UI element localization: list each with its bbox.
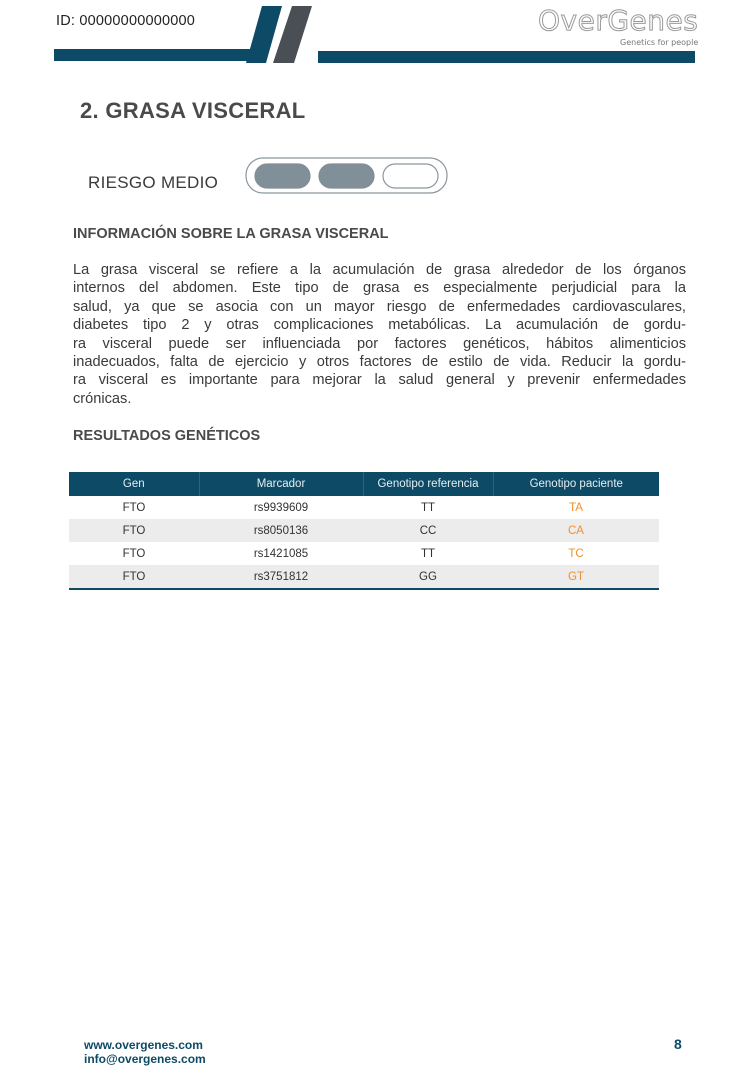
cell-patient: GT (493, 565, 659, 589)
cell-reference: CC (363, 519, 493, 542)
cell-marker: rs8050136 (199, 519, 363, 542)
cell-gen: FTO (122, 501, 146, 514)
risk-pill-empty (383, 164, 438, 188)
logo-tagline: Genetics for people (620, 38, 699, 47)
paragraph-line: internos del abdomen. Este tipo de grasa es especialmente perjudicial para la (73, 280, 686, 297)
cell-reference: TT (420, 547, 436, 560)
paragraph-line: diabetes tipo 2 y otras complicaciones metabólicas. La acumulación de gordu- (73, 317, 686, 334)
paragraph-line: La grasa visceral se refiere a la acumulación de grasa alrededor de los órganos (73, 262, 686, 278)
risk-pill-filled (255, 164, 310, 188)
header-bar-left (54, 49, 259, 61)
footer-website-link[interactable]: www.overgenes.com (84, 1038, 203, 1052)
cell-reference: GG (363, 565, 493, 589)
cell-marker: rs9939609 (253, 501, 309, 514)
footer-email-link[interactable]: info@overgenes.com (84, 1052, 206, 1066)
column-header-marcador: Marcador (199, 472, 363, 496)
column-header-paciente: Genotipo paciente (493, 472, 659, 496)
page-number: 8 (674, 1036, 682, 1052)
document-id: ID: 00000000000000 (56, 13, 196, 29)
cell-patient: TA (569, 501, 583, 514)
section-title: 2. GRASA VISCERAL (80, 98, 306, 123)
cell-marker: rs3751812 (199, 565, 363, 589)
table-row (69, 519, 659, 542)
table-row (69, 565, 659, 589)
paragraph-line: ra visceral puede ser influenciada por factores genéticos, hábitos alimenticios (73, 335, 686, 352)
risk-pill-filled (319, 164, 374, 188)
genetic-results-table (69, 472, 659, 590)
cell-patient: CA (493, 519, 659, 542)
risk-meter (245, 157, 449, 195)
table-header-row (69, 472, 659, 496)
column-header-referencia: Genotipo referencia (363, 472, 493, 496)
paragraph-line: crónicas. (73, 390, 132, 407)
info-paragraph (73, 261, 686, 408)
column-header-gen: Gen (69, 472, 199, 496)
company-logo: OverGenes (538, 4, 699, 37)
paragraph-line: salud, ya que se asocia con un mayor riesgo de enfermedades cardiovasculares, (73, 298, 686, 315)
cell-gen: FTO (69, 565, 199, 589)
header-bar-right (318, 51, 695, 63)
cell-marker: rs1421085 (253, 547, 309, 560)
info-heading: INFORMACIÓN SOBRE LA GRASA VISCERAL (73, 226, 389, 242)
table-row (69, 542, 659, 565)
paragraph-line: inadecuados, falta de ejercicio y otros factores de estilo de vida. Reducir la gordu- (73, 354, 686, 371)
cell-gen: FTO (69, 519, 199, 542)
cell-reference: TT (420, 501, 436, 514)
cell-patient: TC (568, 547, 584, 560)
results-heading: RESULTADOS GENÉTICOS (73, 428, 261, 444)
paragraph-line: ra visceral es importante para mejorar la salud general y prevenir enfermedades (73, 372, 686, 389)
cell-gen: FTO (122, 547, 146, 560)
table-row (69, 496, 659, 519)
risk-label: RIESGO MEDIO (88, 173, 219, 192)
